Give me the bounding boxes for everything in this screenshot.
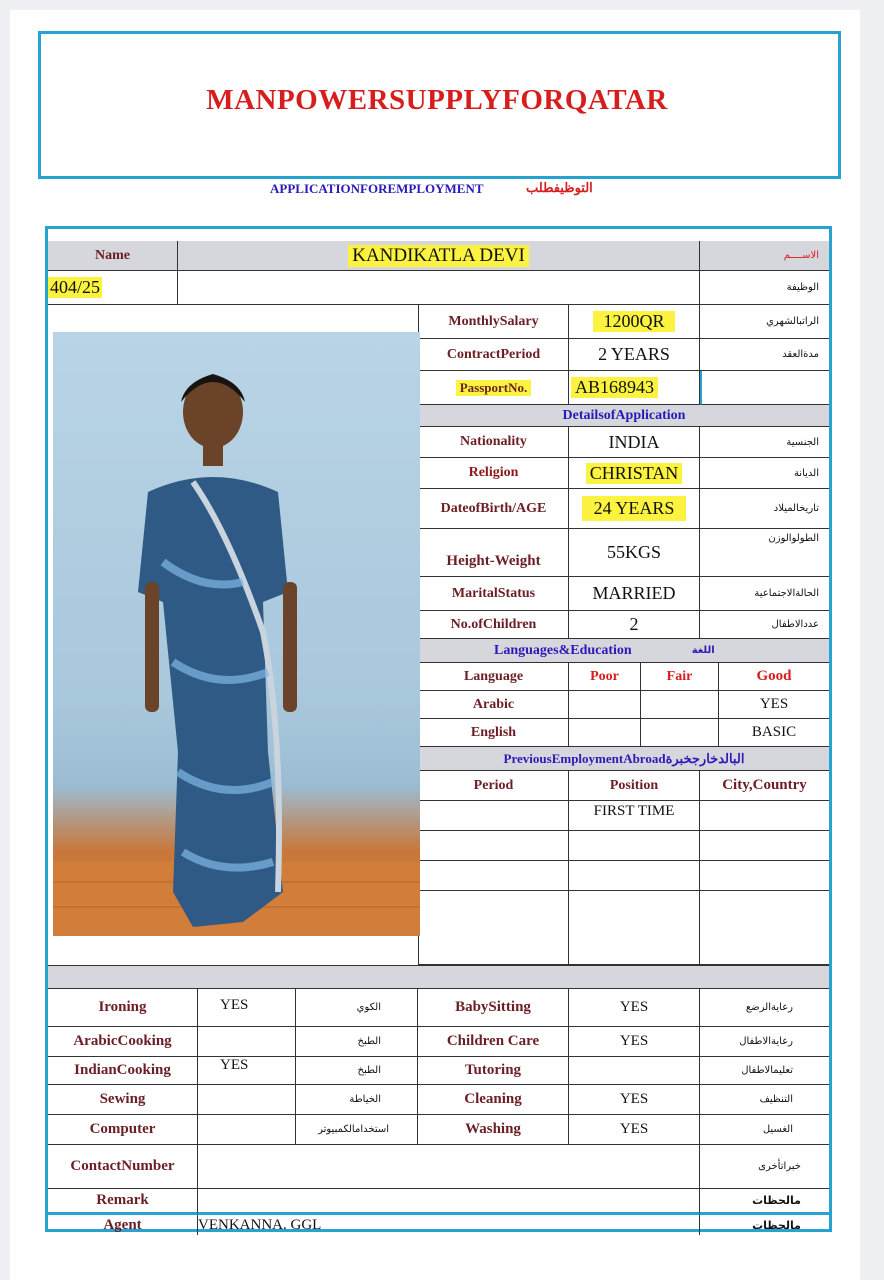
lang-row-poor bbox=[569, 719, 641, 747]
skill-label-ar: الكوي bbox=[296, 989, 418, 1027]
nationality-label-ar: الجنسية bbox=[700, 427, 829, 458]
skill-label-ar: الطبخ bbox=[296, 1057, 418, 1085]
emp-header-position: Position bbox=[569, 771, 700, 801]
skill-label: Sewing bbox=[48, 1085, 198, 1115]
passport-label: PassportNo. bbox=[456, 380, 532, 396]
divider-bar bbox=[48, 965, 829, 989]
remark-label-ar: مالحظات bbox=[700, 1189, 829, 1215]
name-label: Name bbox=[48, 241, 178, 271]
nationality-value: INDIA bbox=[569, 427, 700, 458]
skill-value: YES bbox=[569, 1027, 700, 1057]
employment-section-header: PreviousEmploymentAbroadالبالدخارجخبرة bbox=[418, 747, 829, 771]
emp-row-period bbox=[418, 891, 569, 965]
height-weight-value: 55KGS bbox=[569, 529, 700, 577]
lang-header-language: Language bbox=[418, 663, 569, 691]
salary-value: 1200QR bbox=[593, 311, 674, 332]
ref-value: 404/25 bbox=[50, 277, 101, 297]
lang-header-poor: Poor bbox=[569, 663, 641, 691]
passport-cell bbox=[569, 371, 700, 405]
emp-header-period: Period bbox=[418, 771, 569, 801]
height-weight-label: Height-Weight bbox=[418, 529, 569, 577]
religion-label: Religion bbox=[418, 458, 569, 489]
marital-value: MARRIED bbox=[569, 577, 700, 611]
passport-label-cell bbox=[418, 371, 569, 405]
header-box bbox=[38, 31, 841, 179]
children-label: No.ofChildren bbox=[418, 611, 569, 639]
remark-label: Remark bbox=[48, 1189, 198, 1215]
agent-label: Agent bbox=[48, 1215, 198, 1235]
religion-value: CHRISTAN bbox=[586, 463, 683, 484]
lang-header-good: Good bbox=[719, 663, 829, 691]
languages-section-header bbox=[418, 639, 829, 663]
form-title: MANPOWERSUPPLYFORQATAR bbox=[206, 84, 668, 116]
languages-section-title: Languages&Education bbox=[494, 642, 632, 658]
lang-row-poor bbox=[569, 691, 641, 719]
languages-section-ar: اللغة bbox=[691, 645, 715, 656]
name-cell bbox=[178, 241, 700, 271]
applicant-photo-illustration bbox=[53, 332, 420, 936]
name-value: KANDIKATLA DEVI bbox=[348, 245, 529, 267]
ref-label-ar: الوظيفة bbox=[700, 271, 829, 305]
dob-label-ar: تاريخالميلاد bbox=[700, 489, 829, 529]
dob-value: 24 YEARS bbox=[582, 496, 687, 521]
emp-row-position bbox=[569, 891, 700, 965]
application-title: APPLICATIONFOREMPLOYMENT bbox=[270, 181, 484, 196]
skill-value bbox=[198, 1027, 296, 1057]
skill-label-ar: رعايةالرضع bbox=[700, 989, 829, 1027]
children-label-ar: عددالاطفال bbox=[700, 611, 829, 639]
agent-value: VENKANNA. GGL bbox=[198, 1215, 700, 1235]
nationality-label: Nationality bbox=[418, 427, 569, 458]
lang-row-language: English bbox=[418, 719, 569, 747]
emp-row-position bbox=[569, 831, 700, 861]
skill-label: BabySitting bbox=[418, 989, 569, 1027]
lang-row-good: BASIC bbox=[719, 719, 829, 747]
skill-value: YES bbox=[569, 1115, 700, 1145]
contact-label-ar: خبراتأخرى bbox=[700, 1145, 829, 1189]
salary-label: MonthlySalary bbox=[418, 305, 569, 339]
marital-label: MaritalStatus bbox=[418, 577, 569, 611]
dob-label: DateofBirth/AGE bbox=[418, 489, 569, 529]
skill-label: Ironing bbox=[48, 989, 198, 1027]
skill-label: Washing bbox=[418, 1115, 569, 1145]
lang-row-good: YES bbox=[719, 691, 829, 719]
contact-label: ContactNumber bbox=[48, 1145, 198, 1189]
details-section-header: DetailsofApplication bbox=[418, 405, 829, 427]
emp-row-position: FIRST TIME bbox=[569, 801, 700, 831]
skill-label-ar: الطبخ bbox=[296, 1027, 418, 1057]
height-weight-label-ar: الطولوالوزن bbox=[700, 529, 829, 577]
lang-row-language: Arabic bbox=[418, 691, 569, 719]
application-form bbox=[10, 10, 860, 1280]
applicant-photo bbox=[53, 332, 420, 936]
passport-value: AB168943 bbox=[571, 377, 658, 398]
emp-row-period bbox=[418, 801, 569, 831]
emp-row-period bbox=[418, 861, 569, 891]
contract-label-ar: مدةالعقد bbox=[700, 339, 829, 371]
skill-value bbox=[198, 1085, 296, 1115]
skill-label-ar: استخدامالكمبيوتر bbox=[296, 1115, 418, 1145]
skill-label-ar: تعليمالاطفال bbox=[700, 1057, 829, 1085]
children-value: 2 bbox=[569, 611, 700, 639]
skill-value: YES bbox=[198, 1057, 296, 1085]
emp-row-period bbox=[418, 831, 569, 861]
skill-value bbox=[569, 1057, 700, 1085]
ref-cell bbox=[48, 271, 178, 305]
skill-label: Children Care bbox=[418, 1027, 569, 1057]
skill-label: Computer bbox=[48, 1115, 198, 1145]
skill-label-ar: الغسيل bbox=[700, 1115, 829, 1145]
salary-cell bbox=[569, 305, 700, 339]
emp-row-city bbox=[700, 861, 829, 891]
emp-header-city: City,Country bbox=[700, 771, 829, 801]
passport-blank bbox=[700, 371, 829, 405]
emp-row-city bbox=[700, 831, 829, 861]
skill-label-ar: رعايةالاطفال bbox=[700, 1027, 829, 1057]
skill-value: YES bbox=[198, 989, 296, 1027]
contract-label: ContractPeriod bbox=[418, 339, 569, 371]
religion-label-ar: الديانة bbox=[700, 458, 829, 489]
application-title-ar: التوظيفطلب bbox=[526, 180, 593, 195]
skill-label-ar: التنظيف bbox=[700, 1085, 829, 1115]
religion-cell bbox=[569, 458, 700, 489]
name-label-ar: الاســــم bbox=[700, 241, 829, 271]
skill-value: YES bbox=[569, 1085, 700, 1115]
lang-row-fair bbox=[641, 691, 719, 719]
salary-label-ar: الراتبالشهري bbox=[700, 305, 829, 339]
emp-row-city bbox=[700, 891, 829, 965]
agent-label-ar: مالحظات bbox=[752, 1218, 801, 1232]
lang-row-fair bbox=[641, 719, 719, 747]
skill-label-ar: الخياطة bbox=[296, 1085, 418, 1115]
skill-value bbox=[198, 1115, 296, 1145]
skill-label: ArabicCooking bbox=[48, 1027, 198, 1057]
dob-cell bbox=[569, 489, 700, 529]
contract-value: 2 YEARS bbox=[569, 339, 700, 371]
emp-row-position bbox=[569, 861, 700, 891]
contact-value bbox=[198, 1145, 700, 1189]
skill-label: Tutoring bbox=[418, 1057, 569, 1085]
lang-header-fair: Fair bbox=[641, 663, 719, 691]
skill-label: Cleaning bbox=[418, 1085, 569, 1115]
remark-value bbox=[198, 1189, 700, 1215]
skill-value: YES bbox=[569, 989, 700, 1027]
skill-label: IndianCooking bbox=[48, 1057, 198, 1085]
ref-blank bbox=[178, 271, 700, 305]
marital-label-ar: الحالةالاجتماعية bbox=[700, 577, 829, 611]
emp-row-city bbox=[700, 801, 829, 831]
